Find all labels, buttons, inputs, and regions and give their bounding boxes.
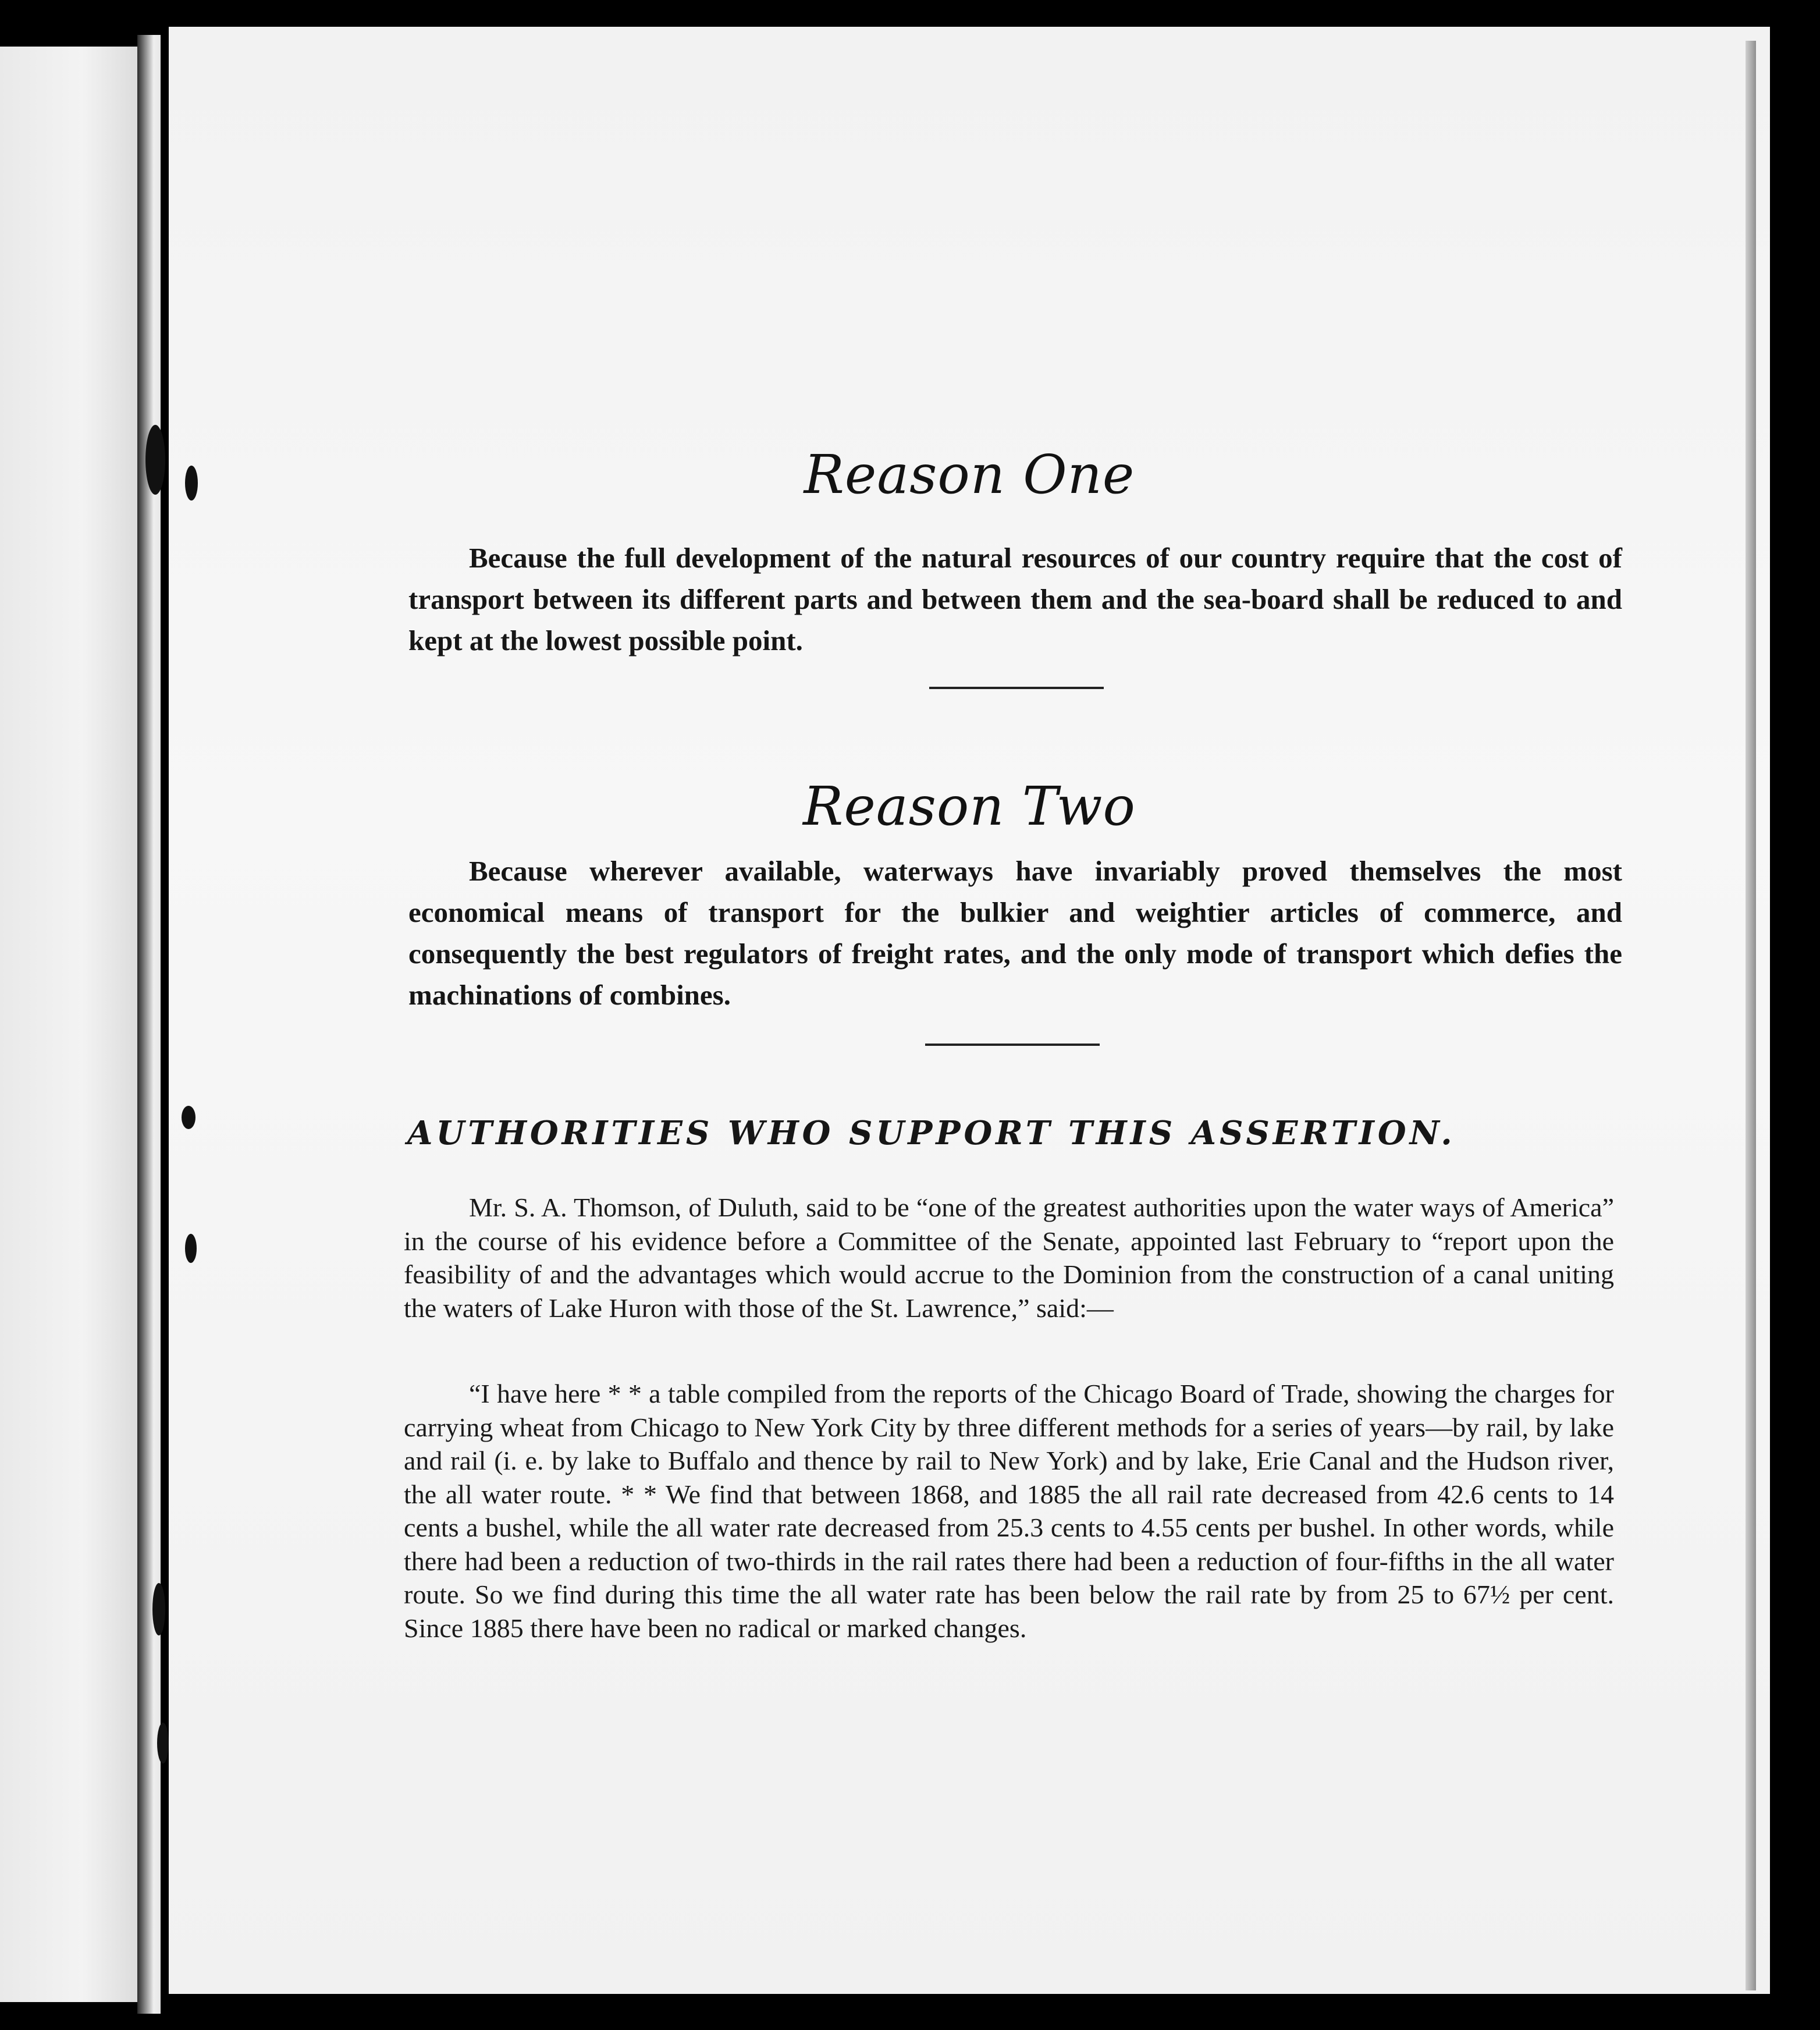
reason-two-heading: Reason Two <box>803 775 1136 837</box>
reason-one-paragraph: Because the full development of the natural resources of our country require that the cost of transport between its different parts and between them and the sea-board shall be reduced to and kept at the lowest possible point. <box>408 542 1622 656</box>
reason-two-paragraph: Because wherever available, waterways have invariably proved themselves the most economical means of transport for the bulkier and weightier articles of commerce, and consequently the best regulators of freight rates, and the only mode of transport which defies the machinations of combines. <box>408 855 1622 1011</box>
facing-page-edge <box>0 47 137 2002</box>
quoted-evidence-paragraph: “I have here * * a table compiled from the reports of the Chicago Board of Trade, showing the charges for carrying wheat from Chicago to New York City by three different methods for a series of years—by rail, by lake and rail (i. e. by lake to Buffalo and thence by rail to New York) and by lake, Erie Canal and the Hudson river, the all water route. * * We find that between 1868, and 1885 the all rail rate decreased from 42.6 cents to 14 cents a bushel, while the all water rate decreased from 25.3 cents to 4.55 cents per bushel. In other words, while there had been a reduction of two-thirds in the rail rates there had been a reduction of four-fifths in the all water route. So we find during this time the all water rate has been below the rail rate by from 25 to 67½ per cent. Since 1885 there have been no radical or marked changes. <box>404 1379 1614 1643</box>
section-divider <box>929 687 1104 689</box>
binding-stain <box>157 1723 169 1763</box>
reason-one-heading: Reason One <box>804 443 1135 506</box>
binding-stain <box>185 1234 197 1263</box>
section-divider <box>925 1044 1100 1046</box>
binding-stain <box>152 1583 165 1635</box>
thomson-intro-paragraph: Mr. S. A. Thomson, of Duluth, said to be “one of the greatest authorities upon the water ways of America” in the course of his evidence before a Committee of the Senate, appointed last February to “report upon the feasibility of and the advantages which would accrue to the Dominion from the construction of a canal uniting the waters of Lake Huron with those of the St. Lawrence,” said:— <box>404 1193 1614 1323</box>
authorities-heading: AUTHORITIES WHO SUPPORT THIS ASSERTION. <box>407 1114 1456 1153</box>
binding-stain <box>145 425 165 495</box>
binding-stain <box>182 1106 195 1129</box>
page-right-edge <box>1746 41 1756 1990</box>
book-binding <box>137 35 161 2014</box>
